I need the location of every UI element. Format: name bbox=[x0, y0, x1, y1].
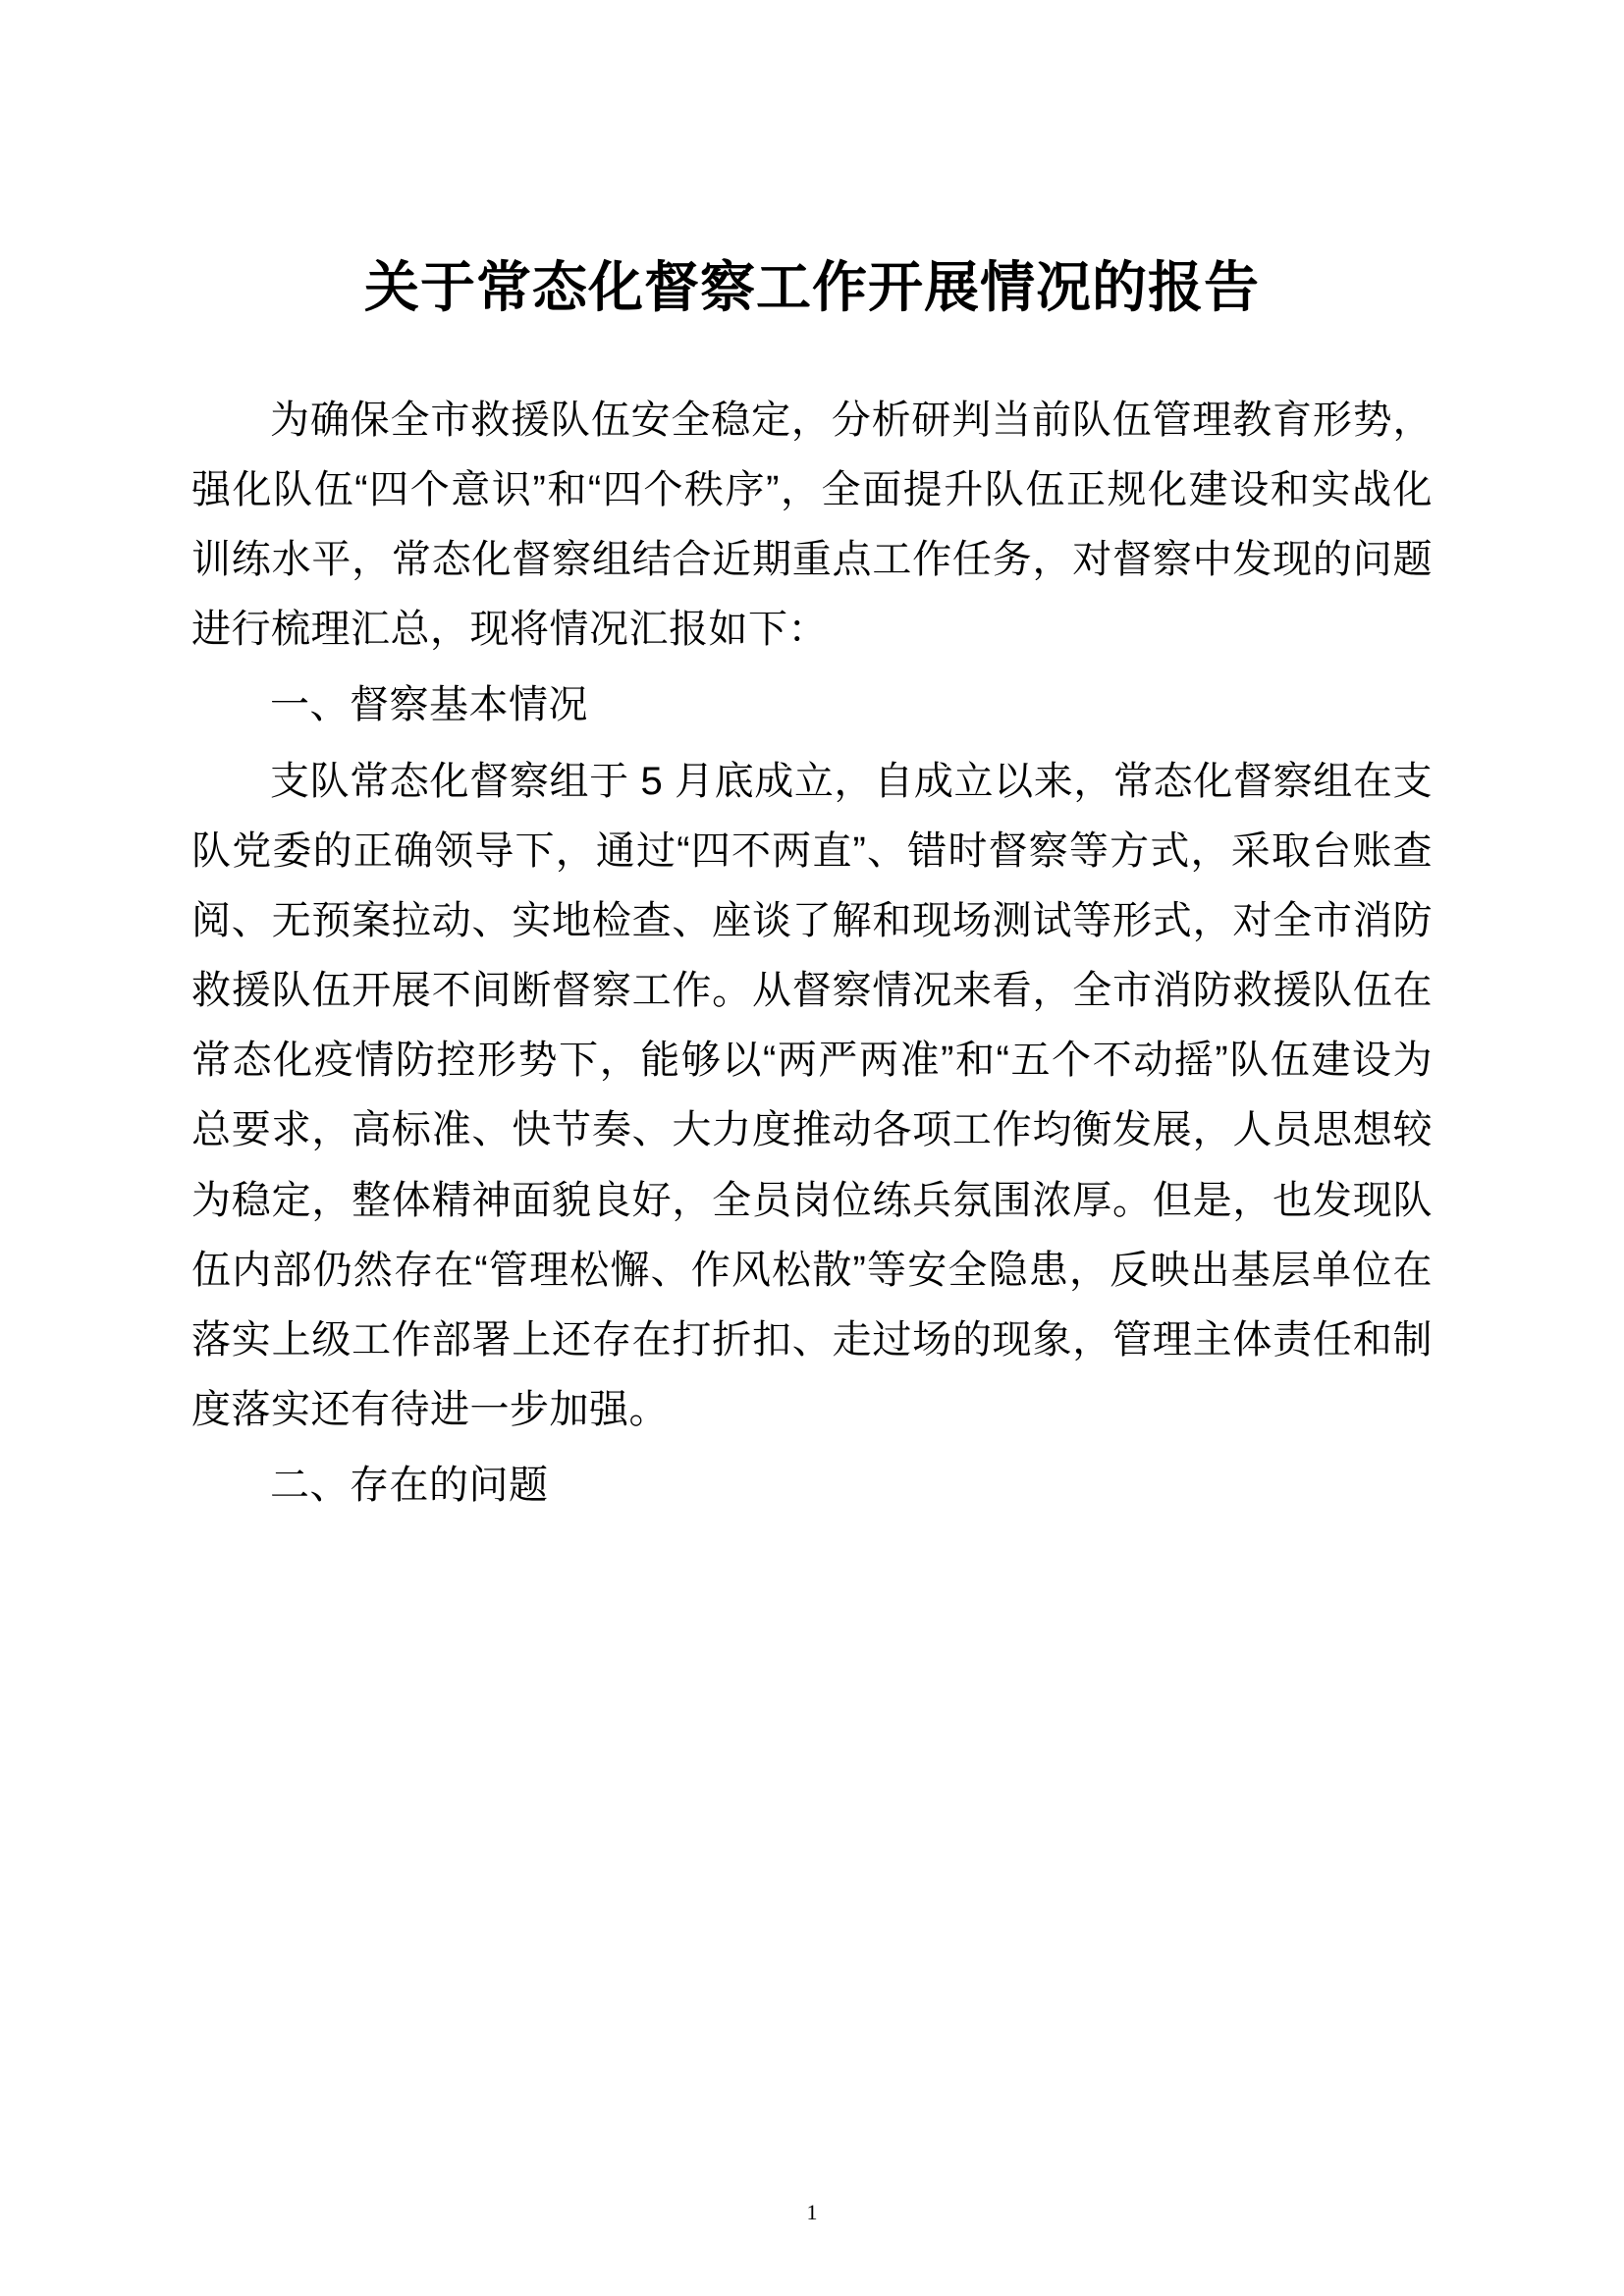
page-number: 1 bbox=[806, 2200, 818, 2224]
paragraph-intro: 为确保全市救援队伍安全稳定，分析研判当前队伍管理教育形势，强化队伍“四个意识”和“四个秩序”，全面提升队伍正规化建设和实战化训练水平，常态化督察组结合近期重点工作任务，对督察中发现的问题进行梳理汇总，现将情况汇报如下： bbox=[191, 398, 1433, 652]
section-heading-one: 一、督察基本情况 bbox=[270, 683, 588, 727]
section-heading-two: 二、存在的问题 bbox=[270, 1464, 549, 1508]
paragraph-section-one-body: 支队常态化督察组于 5 月底成立，自成立以来，常态化督察组在支队党委的正确领导下，通过“四不两直”、错时督察等方式，采取台账查阅、无预案拉动、实地检查、座谈了解和现场测试等形式，对全市消防救援队伍开展不间断督察工作。从督察情况来看，全市消防救援队伍在常态化疫情防控形势下，能够以“两严两准”和“五个不动摇”队伍建设为总要求，高标准、快节奏、大力度推动各项工作均衡发展，人员思想较为稳定，整体精神面貌良好，全员岗位练兵氛围浓厚。但是，也发现队伍内部仍然存在“管理松懈、作风松散”等安全隐患，反映出基层单位在落实上级工作部署上还存在打折扣、走过场的现象，管理主体责任和制度落实还有待进一步加强。 bbox=[191, 759, 1433, 1432]
page-title: 关于常态化督察工作开展情况的报告 bbox=[364, 256, 1260, 318]
